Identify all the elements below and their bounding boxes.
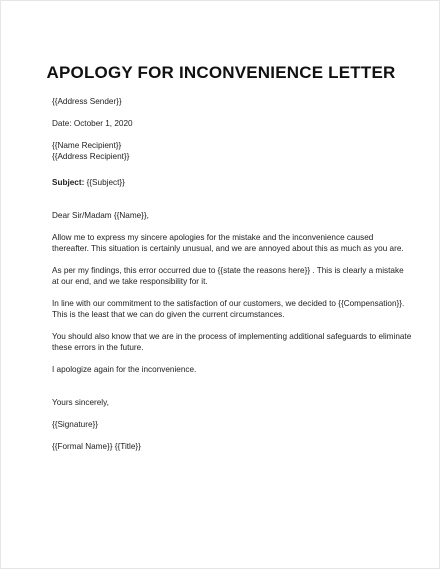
closing: Yours sincerely, — [52, 398, 109, 407]
paragraph-apology: Allow me to express my sincere apologies for the mistake and the inconvenience caused thereafter. This situation is certainly unusual, and we are annoyed about this as much as you are. — [52, 233, 404, 253]
formal-name: {{Formal Name}} {{Title}} — [52, 442, 141, 451]
salutation: Dear Sir/Madam {{Name}}, — [52, 211, 149, 220]
signature: {{Signature}} — [52, 420, 98, 429]
address-sender: {{Address Sender}} — [52, 97, 122, 106]
letter-body — [52, 96, 412, 452]
paragraph-safeguards: You should also know that we are in the process of implementing additional safeguards to eliminate these errors in the future. — [52, 332, 412, 352]
name-recipient: {{Name Recipient}} — [52, 141, 122, 150]
letter-title: APOLOGY FOR INCONVENIENCE LETTER — [46, 63, 396, 82]
letter-date: Date: October 1, 2020 — [52, 119, 133, 128]
paragraph-compensation: In line with our commitment to the satisfaction of our customers, we decided to {{Compensation}}. This is the least that we can do given the current circumstances. — [52, 299, 405, 319]
subject-line — [52, 177, 412, 188]
address-recipient: {{Address Recipient}} — [52, 152, 130, 161]
subject-value: {{Subject}} — [84, 178, 125, 187]
paragraph-reason: As per my findings, this error occurred due to {{state the reasons here}} . This is clearly a mistake at our end, and we take responsibility for it. — [52, 266, 404, 286]
paragraph-apologize-again: I apologize again for the inconvenience. — [52, 365, 197, 374]
subject-label: Subject: — [52, 178, 85, 187]
